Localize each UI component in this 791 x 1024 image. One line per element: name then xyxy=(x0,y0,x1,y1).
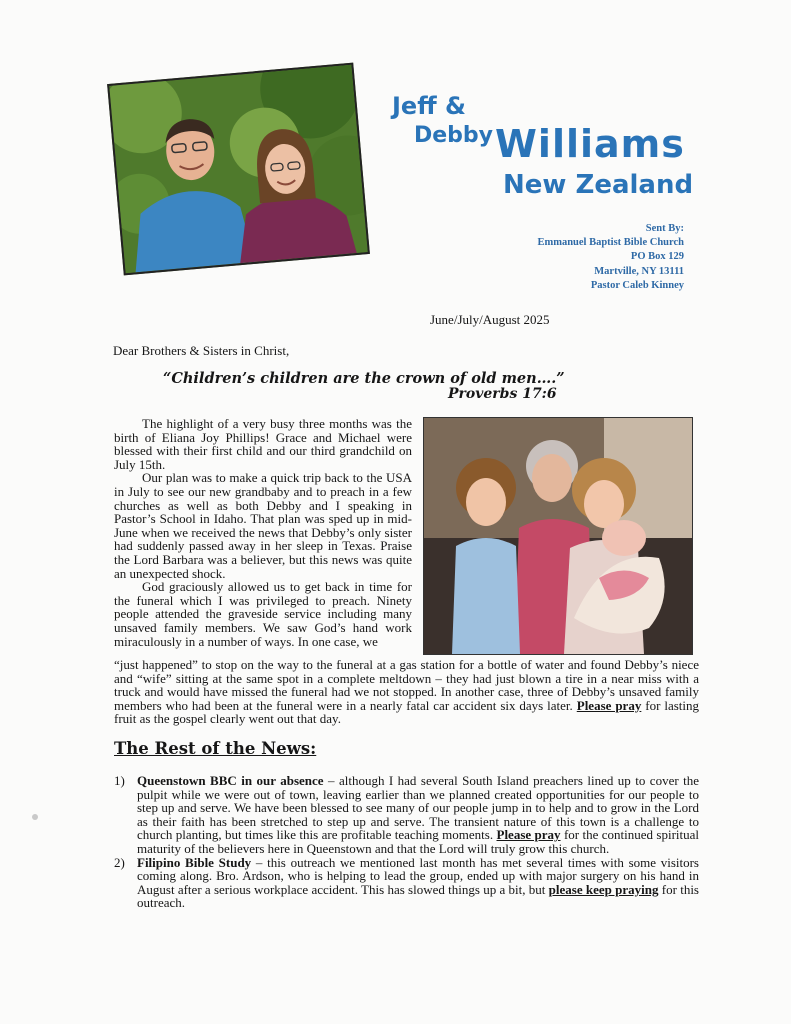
greeting: Dear Brothers & Sisters in Christ, xyxy=(113,343,290,358)
letter-paragraph-1 xyxy=(114,417,412,471)
sent-by-label: Sent By: xyxy=(645,223,684,234)
news-item-end: for this outreach. xyxy=(137,881,699,911)
sent-by-city: Martville, NY 13111 xyxy=(594,265,684,277)
news-item-pray: Please pray xyxy=(496,827,561,843)
sent-by-po-box: PO Box 129 xyxy=(630,251,684,263)
news-item-title: Queenstown BBC in our absence xyxy=(137,773,324,788)
letter-continuation xyxy=(114,658,699,726)
letter-paragraph-2 xyxy=(114,471,412,580)
letter-paragraph-3 xyxy=(114,580,412,648)
news-item-end: for the continued spiritual maturity of the believers here in Queenstown and that the Lord will truly grow this church. xyxy=(137,827,700,856)
news-list xyxy=(114,774,699,910)
news-item xyxy=(114,856,699,910)
letter-p4-text: “just happened” to stop on the way to the funeral at a gas station for a bottle of water and found Debby’s niece and “wife” sitting at the same spot in a complete meltdown – they had just blown a tire in a near miss with a truck and would have missed the funeral had we not stopped. In another case, three of Debby’s unsaved family members who had been at the funeral were in a nearly fatal car accident six days later. xyxy=(114,657,699,713)
please-pray-emphasis: Please pray xyxy=(576,697,642,713)
scan-speck xyxy=(32,814,38,820)
news-item xyxy=(114,774,699,856)
couple-photo-illustration xyxy=(109,65,367,273)
letter-p3-text: God graciously allowed us to get back in time for the funeral which I was privileged to preach. Ninety people attended the graveside service including many unsaved family members. We saw God’s hand work miraculously in a number of ways. In one case, we xyxy=(114,579,412,649)
letter-p2-text: Our plan was to make a quick trip back to the USA in July to see our new grandbaby and to preach in a few churches as well as both Debby and I speaking in Pastor’s School in Idaho. That plan was sped up in mid-June when we received the news that Debby’s only sister had suddenly passed away in her sleep in Texas. Praise the Lord Barbara was a believer, but this news was quite an unexpected shock. xyxy=(114,470,412,581)
news-item-title: Filipino Bible Study xyxy=(137,854,252,870)
name-second: Debby xyxy=(414,123,494,148)
news-item-text: – this outreach we mentioned last month has met several times with some visitors coming along. Bro. Ardson, who is helping to lead the group, ended up with major surgery on his hand in August after a serious workplace accident. This has slowed things up a bit, but xyxy=(137,854,699,897)
verse-quote: “Children’s children are the crown of old men….” xyxy=(163,370,565,387)
family-photo-illustration xyxy=(424,418,692,654)
letter-p1-text: The highlight of a very busy three months was the birth of Eliana Joy Phillips! Grace and Michael were blessed with their first child and our third grandchild on July 15th. xyxy=(114,416,412,472)
letter-column xyxy=(114,417,412,648)
sent-by-block xyxy=(537,222,684,293)
family-photo xyxy=(423,417,693,655)
sent-by-pastor: Pastor Caleb Kinney xyxy=(590,279,684,291)
country-title: New Zealand xyxy=(503,170,694,200)
verse-reference: Proverbs 17:6 xyxy=(448,386,557,402)
news-item-number: 1) xyxy=(114,773,125,788)
letter-paragraph-4 xyxy=(114,658,699,726)
news-item-number: 2) xyxy=(114,854,125,870)
news-item-text: – although I had several South Island preachers lined up to cover the pulpit while we were out of town, leaving earlier than we planned created opportunities for our people to step up and serve. We have been blessed to see many of our people jump in to help and to grow in the Lord as their faith has been stretched to step up and serve. The transient nature of this town is a challenge to church planting, but times like this are profitable teaching moments. xyxy=(137,773,700,843)
newsletter-date: June/July/August 2025 xyxy=(430,312,550,327)
surname-title: Williams xyxy=(495,122,685,166)
news-heading: The Rest of the News: xyxy=(114,739,317,758)
letter-p4-end: for lasting fruit as the gospel clearly went out that day. xyxy=(114,697,700,727)
name-first: Jeff & xyxy=(392,92,466,120)
news-item-pray: please keep praying xyxy=(548,881,659,897)
sent-by-church: Emmanuel Baptist Bible Church xyxy=(537,237,684,249)
couple-photo xyxy=(107,63,370,276)
